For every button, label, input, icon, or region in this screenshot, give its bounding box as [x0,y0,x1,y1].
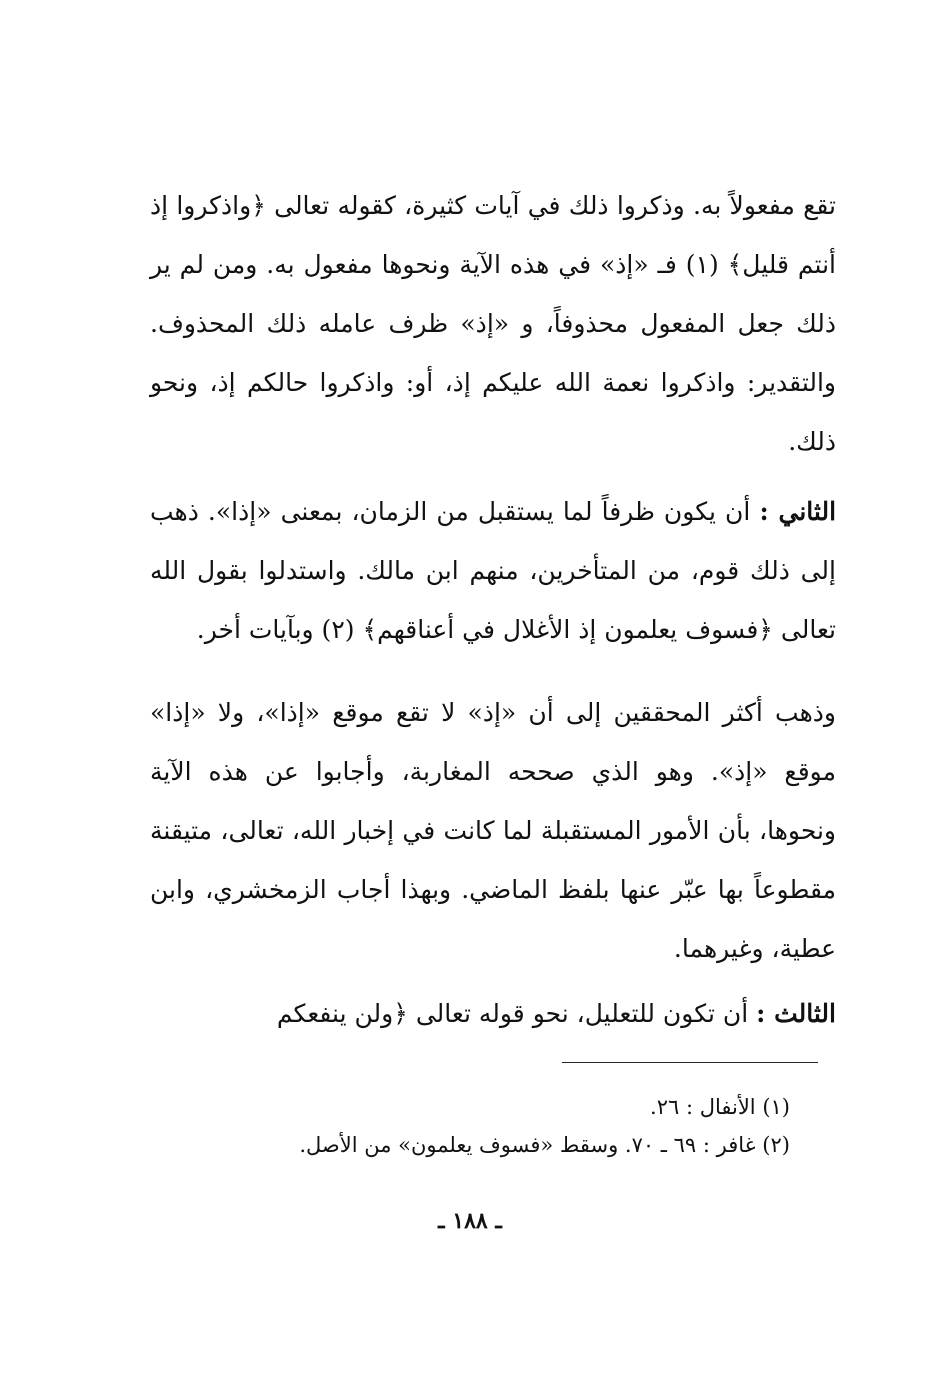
page-number: ـ ١٨٨ ـ [438,1208,502,1234]
paragraph-4-text: أن تكون للتعليل، نحو قوله تعالى ﴿ولن ينفعكم [276,999,749,1028]
paragraph-4-lead: الثالث : [756,999,836,1028]
paragraph-1 [150,176,836,471]
paragraph-2-lead: الثاني : [759,497,837,526]
paragraph-1-text: تقع مفعولاً به. وذكروا ذلك في آيات كثيرة، كقوله تعالى ﴿واذكروا إذ أنتم قليل﴾ (١) فـ «إذ» في هذه الآية ونحوها مفعول به. ومن لم ير ذلك جعل المفعول محذوفاً، و «إذ» ظرف عامله ذلك المحذوف. والتقدير: واذكروا نعمة الله عليكم إذ، أو: واذكروا حالكم إذ، ونحو ذلك. [150,191,836,456]
footnotes-list [150,1088,790,1164]
paragraph-3-text: وذهب أكثر المحققين إلى أن «إذ» لا تقع موقع «إذا»، ولا «إذا» موقع «إذ». وهو الذي صححه المغاربة، وأجابوا عن هذه الآية ونحوها، بأن الأمور المستقبلة لما كانت في إخبار الله، تعالى، متيقنة مقطوعاً بها عبّر عنها بلفظ الماضي. وبهذا أجاب الزمخشري، وابن عطية، وغيرهما. [150,698,836,963]
footnote-separator [562,1062,818,1063]
paragraph-3 [150,683,836,978]
paragraph-2 [150,482,836,659]
footnote-1: (١) الأنفال : ٢٦. [650,1095,790,1119]
paragraph-2-text: أن يكون ظرفاً لما يستقبل من الزمان، بمعنى «إذا». ذهب إلى ذلك قوم، من المتأخرين، منهم ابن مالك. واستدلوا بقول الله تعالى ﴿فسوف يعلمون إذ الأغلال في أعناقهم﴾ (٢) وبآيات أخر. [150,497,836,644]
paragraph-4 [150,984,836,1043]
footnote-2: (٢) غافر : ٦٩ ـ ٧٠. وسقط «فسوف يعلمون» من الأصل. [299,1133,790,1157]
